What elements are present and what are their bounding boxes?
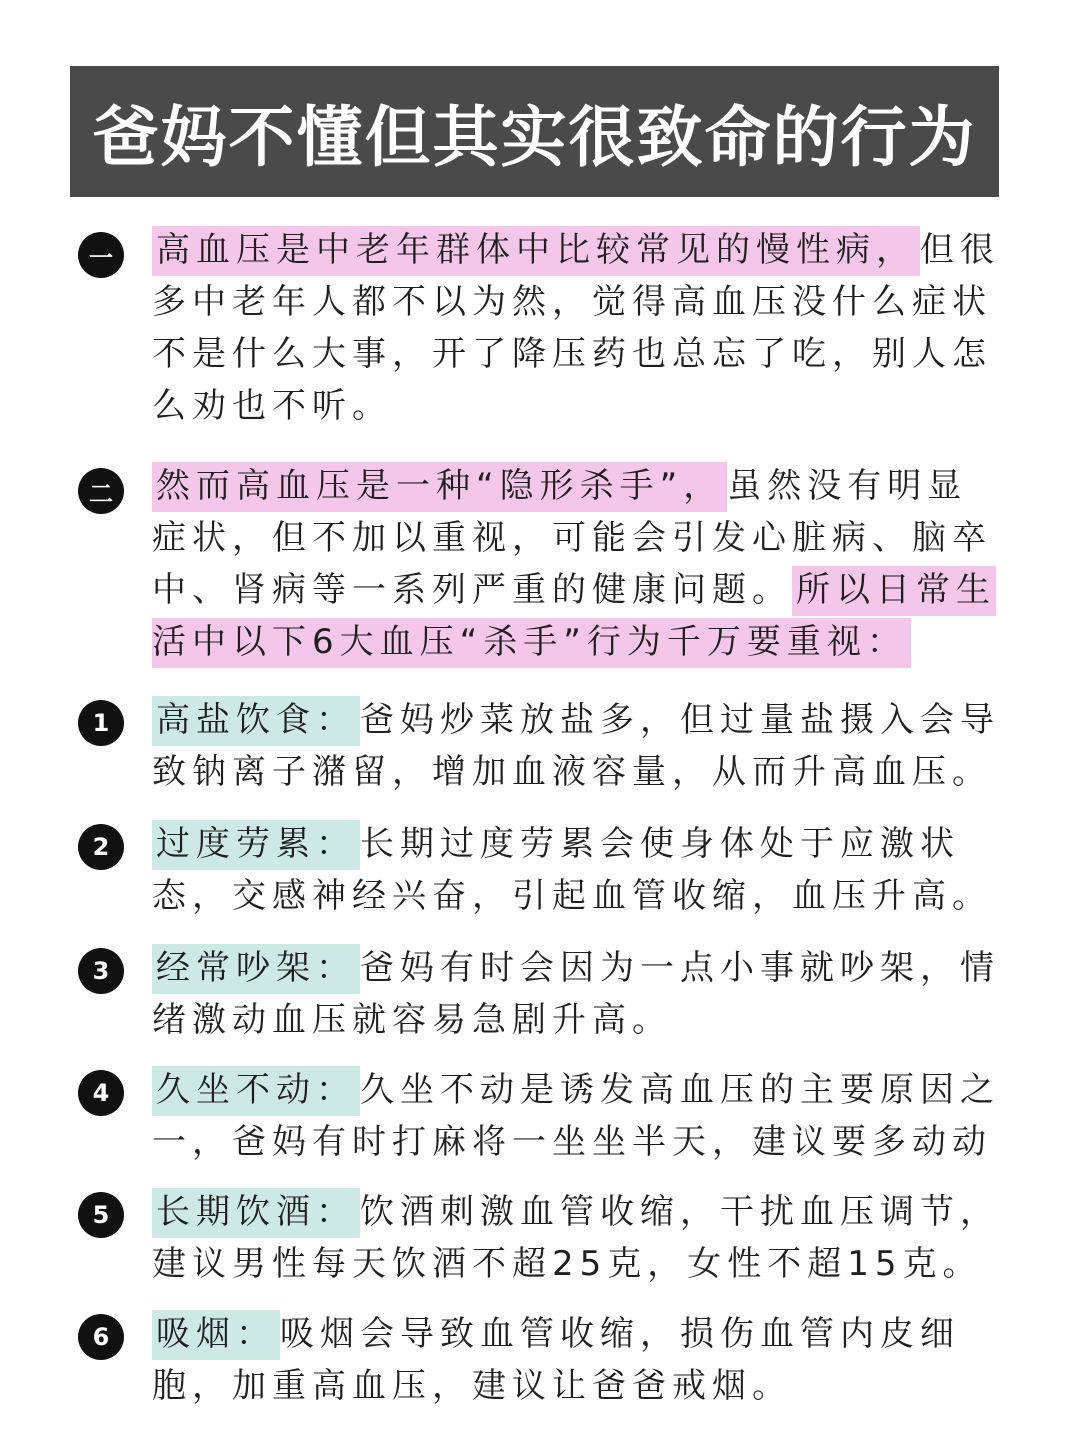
item-body: 长期过度劳累会使身体处于应激状态，交感神经兴奋，引起血管收缩，血压升高。 [152,824,992,916]
item-text [152,818,1002,922]
paragraph-body: 虽然没有明显症状，但不加以重视，可能会引发心脏病、脑卒中、肾病等一系列严重的健康问题。 [152,466,992,610]
item-text [152,1186,1002,1290]
item-body: 爸妈炒菜放盐多，但过量盐摄入会导致钠离子潴留，增加血液容量，从而升高血压。 [152,700,1000,792]
number-badge: 二 [78,468,124,514]
paragraph-text [152,224,1002,432]
item-body: 吸烟会导致血管收缩，损伤血管内皮细胞，加重高血压，建议让爸爸戒烟。 [152,1314,960,1406]
number-badge: 3 [78,948,124,994]
item-label: 过度劳累： [152,820,360,870]
item-body: 爸妈有时会因为一点小事就吵架，情绪激动血压就容易急剧升高。 [152,948,1000,1040]
title-banner [70,66,999,197]
page-title: 爸妈不懂但其实很致命的行为 [92,99,977,176]
item-body: 久坐不动是诱发高血压的主要原因之一，爸妈有时打麻将一坐坐半天，建议要多动动 [152,1070,1000,1162]
paragraph-body: 但很多中老年人都不以为然，觉得高血压没什么症状不是什么大事，开了降压药也总忘了吃，别人怎么劝也不听。 [152,230,1000,426]
item-label: 高盐饮食： [152,696,360,746]
highlighted-text: 所以日常生活中以下6大血压“杀手”行为千万要重视： [152,566,996,668]
item-text [152,1308,1002,1412]
paragraph-text [152,460,1002,668]
item-label: 经常吵架： [152,944,360,994]
item-label: 吸烟： [152,1310,280,1360]
item-label: 长期饮酒： [152,1188,360,1238]
number-badge: 1 [78,700,124,746]
number-badge: 4 [78,1070,124,1116]
number-badge: 2 [78,824,124,870]
item-label: 久坐不动： [152,1066,360,1116]
item-text [152,694,1002,798]
item-text [152,942,1002,1046]
number-badge: 5 [78,1192,124,1238]
highlighted-text: 高血压是中老年群体中比较常见的慢性病， [152,226,920,276]
item-body: 饮酒刺激血管收缩，干扰血压调节，建议男性每天饮酒不超25克，女性不超15克。 [152,1192,1000,1284]
highlighted-text: 然而高血压是一种“隐形杀手”， [152,462,727,512]
number-badge: 6 [78,1314,124,1360]
number-badge: 一 [78,232,124,278]
item-text [152,1064,1002,1168]
